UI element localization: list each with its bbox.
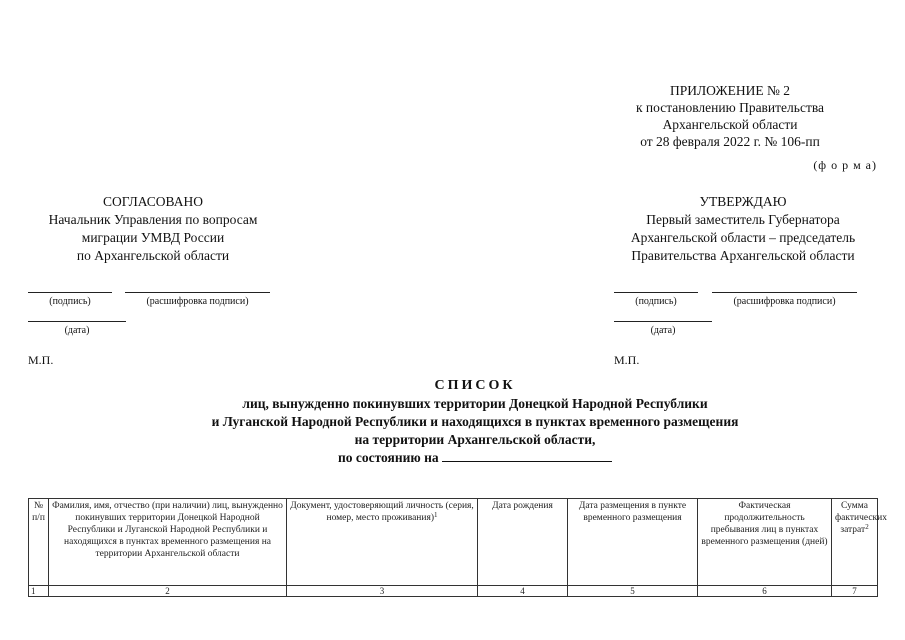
title-date-blank xyxy=(442,449,612,462)
agreed-signature-caption: (подпись) xyxy=(49,296,91,307)
footnote-2-marker: 2 xyxy=(865,523,869,531)
footnote-1-marker: 1 xyxy=(434,511,438,519)
agreed-title: СОГЛАСОВАНО xyxy=(103,194,203,209)
agreed-decoding-caption: (расшифровка подписи) xyxy=(146,296,249,307)
title-line2: и Луганской Народной Республики и находящихся в пунктах временного размещения xyxy=(211,414,739,429)
agreed-block xyxy=(28,193,278,265)
header-birth-date: Дата рождения xyxy=(478,499,568,586)
header-costs: Сумма фактических затрат$^2$ xyxy=(832,499,878,586)
form-label: (ф о р м а) xyxy=(813,158,877,172)
agreed-position-line2: миграции УМВД России xyxy=(81,230,225,245)
approved-signature-caption: (подпись) xyxy=(635,296,677,307)
approved-signature-line xyxy=(614,292,698,293)
title-heading: СПИСОК xyxy=(434,378,516,393)
header-placement-date: Дата размещения в пункте временного размещения xyxy=(568,499,698,586)
table-number-row xyxy=(29,586,878,597)
header-number: № п/п xyxy=(29,499,49,586)
header-document: Документ, удостоверяющий личность (серия, номер, место проживания)$^1$ xyxy=(287,499,478,586)
approved-position-line2: Архангельской области – председатель xyxy=(630,230,856,245)
appendix-number: ПРИЛОЖЕНИЕ № 2 xyxy=(669,83,791,98)
approved-date-caption: (дата) xyxy=(650,325,676,336)
header-duration: Фактическая продолжительность пребывания лиц в пунктах временного размещения (дней) xyxy=(698,499,832,586)
agreed-decoding-line xyxy=(125,292,270,293)
document-title xyxy=(100,377,850,467)
agreed-signature-line xyxy=(28,292,112,293)
header-full-name: Фамилия, имя, отчество (при наличии) лиц, вынужденно покинувших территории Донецкой Народной Республики и Луганской Народной Республики и находящихся в пунктах временного размещения на территории Архангельской области xyxy=(49,499,287,586)
approved-position-line3: Правительства Архангельской области xyxy=(631,248,855,263)
agreed-stamp: М.П. xyxy=(28,353,54,367)
approved-date-line xyxy=(614,321,712,322)
appendix-date: от 28 февраля 2022 г. № 106-пп xyxy=(640,134,820,149)
agreed-position-line1: Начальник Управления по вопросам xyxy=(48,212,258,227)
title-line3: на территории Архангельской области, xyxy=(354,432,596,447)
column-number-cell: 2 xyxy=(49,586,287,597)
title-line1: лиц, вынужденно покинувших территории Донецкой Народной Республики xyxy=(242,396,708,411)
table-header-row xyxy=(29,499,878,586)
column-number-cell: 7 xyxy=(832,586,878,597)
column-number-cell: 6 xyxy=(698,586,832,597)
approved-stamp: М.П. xyxy=(614,353,640,367)
column-number-cell: 1 xyxy=(29,586,49,597)
agreed-date-line xyxy=(28,321,126,322)
appendix-region: Архангельской области xyxy=(662,117,798,132)
approved-decoding-caption: (расшифровка подписи) xyxy=(733,296,836,307)
column-number-cell: 5 xyxy=(568,586,698,597)
approved-block xyxy=(612,193,874,265)
title-line4 xyxy=(100,449,850,467)
approved-title: УТВЕРЖДАЮ xyxy=(699,194,787,209)
agreed-position-line3: по Архангельской области xyxy=(76,248,230,263)
column-number-cell: 4 xyxy=(478,586,568,597)
column-number-cell: 3 xyxy=(287,586,478,597)
appendix-decree: к постановлению Правительства xyxy=(635,100,825,115)
title-date-prefix: по состоянию на xyxy=(337,450,439,465)
agreed-date-caption: (дата) xyxy=(64,325,90,336)
approved-position-line1: Первый заместитель Губернатора xyxy=(646,212,840,227)
approved-decoding-line xyxy=(712,292,857,293)
persons-table xyxy=(28,498,887,597)
appendix-block xyxy=(600,82,860,150)
